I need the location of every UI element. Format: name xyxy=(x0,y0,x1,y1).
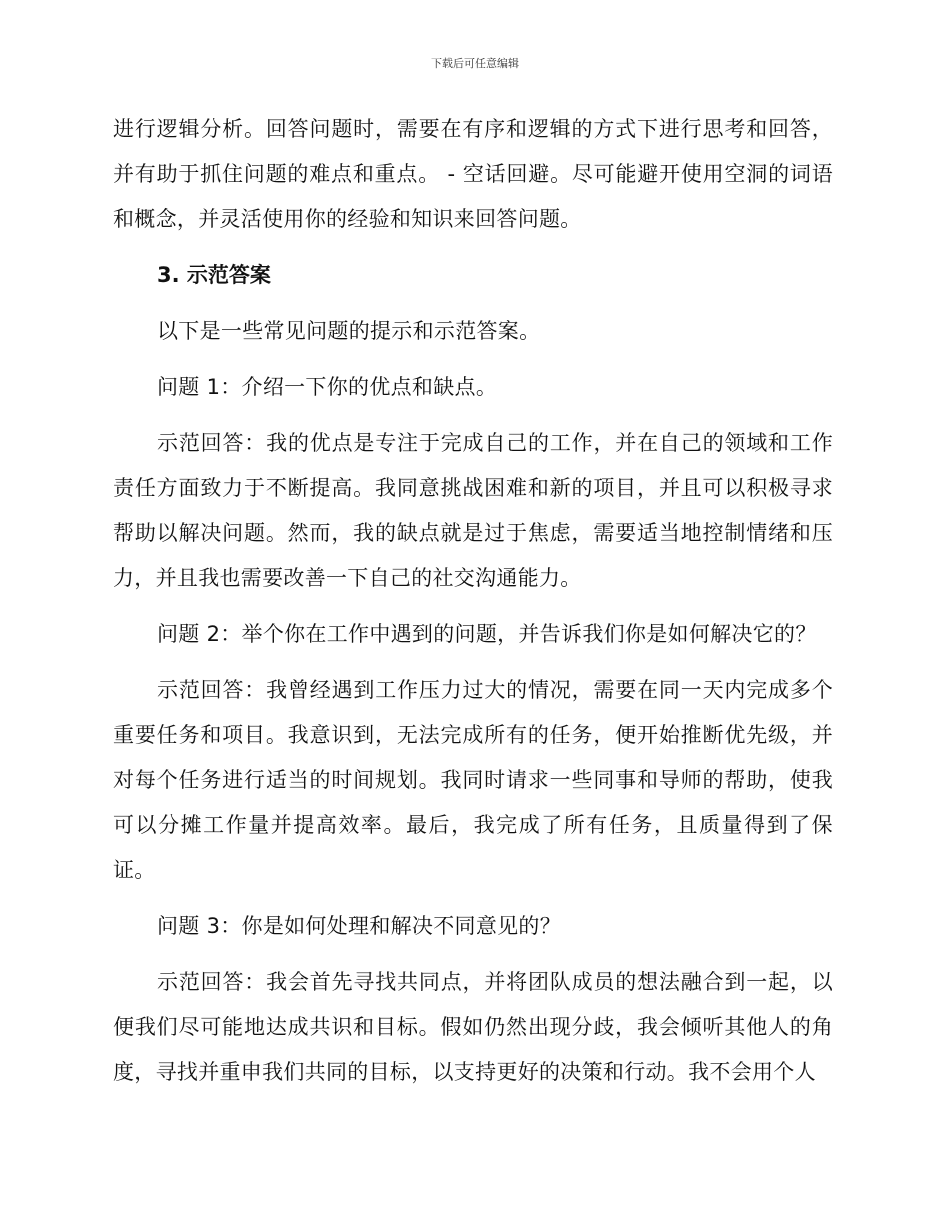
question-2: 问题 2：举个你在工作中遇到的问题，并告诉我们你是如何解决它的？ xyxy=(157,622,817,646)
document-body xyxy=(113,107,833,1106)
answer-1: 示范回答：我的优点是专注于完成自己的工作，并在自己的领域和工作责任方面致力于不断提高。我同意挑战困难和新的项目，并且可以积极寻求帮助以解决问题。然而，我的缺点就是过于焦虑，需要适当地控制情绪和压力，并且我也需要改善一下自己的社交沟通能力。 xyxy=(113,431,833,590)
question-1: 问题 1：介绍一下你的优点和缺点。 xyxy=(157,375,498,399)
page-header: 下载后可任意编辑 xyxy=(431,57,519,70)
section-intro: 以下是一些常见问题的提示和示范答案。 xyxy=(157,319,541,343)
question-3: 问题 3：你是如何处理和解决不同意见的？ xyxy=(157,914,562,938)
answer-2: 示范回答：我曾经遇到工作压力过大的情况，需要在同一天内完成多个重要任务和项目。我意识到，无法完成所有的任务，便开始推断优先级，并对每个任务进行适当的时间规划。我同时请求一些同事和导师的帮助，使我可以分摊工作量并提高效率。最后，我完成了所有任务，且质量得到了保证。 xyxy=(113,678,833,882)
intro-paragraph: 进行逻辑分析。回答问题时，需要在有序和逻辑的方式下进行思考和回答，并有助于抓住问题的难点和重点。 - 空话回避。尽可能避开使用空洞的词语和概念，并灵活使用你的经验和知识来回答问题。 xyxy=(113,117,833,231)
answer-3: 示范回答：我会首先寻找共同点，并将团队成员的想法融合到一起，以便我们尽可能地达成共识和目标。假如仍然出现分歧，我会倾听其他人的角度，寻找并重申我们共同的目标，以支持更好的决策和行动。我不会用个人 xyxy=(113,970,833,1084)
section-heading: 3. 示范答案 xyxy=(157,263,271,287)
